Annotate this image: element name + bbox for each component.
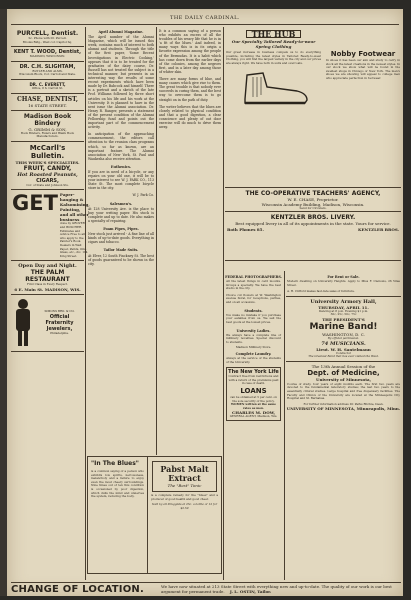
ad-text: UNIVERSITY OF MINNESOTA, Minneapolis, Minn. <box>286 406 401 412</box>
article-heading: April Alumni Magazine. <box>98 30 144 34</box>
ad-text: 6 E. Main St. MADISON, WIS. <box>14 286 81 292</box>
masthead-rule <box>11 24 399 25</box>
article-body: A. H. Clifford makes fast-rate sales of furniture. <box>287 289 355 294</box>
ad-text: THURSDAY, APRIL 11. <box>318 304 369 310</box>
article-body: At Elver, 12 South Pinckney St. The best of goods guaranteed to be shown in the city. <box>88 253 154 266</box>
ad-text: Cor. of State and Johnson Sts. <box>26 182 69 187</box>
article-body: It is a common saying of a person who exhibits an excess of all the troubles of his weary life that he is in 'a fit of the blues.' And indeed, in many ways this is in its origin a favorite expression among the people of the Bermudas. It is a habit which has come down from the earlier days of the colonies, among the negroes first, and in a later day among those of whiter skin. <box>159 29 221 74</box>
ad-text: Book Binders, Rulers and Blank Book Manufacturers. <box>20 130 75 139</box>
ad-text: First Class in Every Respect. <box>27 282 68 287</box>
palm-restaurant-ad <box>11 261 84 295</box>
ad-text: SIMONS BRO. & CO. <box>44 309 75 314</box>
ad-text: is a complete remedy for the "blues" and a producer of good health and good cheer. <box>151 493 218 501</box>
column-rule <box>223 27 224 580</box>
article-body: Modern dwelling on University Heights. Apply to Miss F. Clemons, 26 Vilas Street. <box>287 279 400 287</box>
ad-text: By official permission. <box>327 336 360 341</box>
ad-title: KENT T. WOOD, Dentist, <box>13 49 82 56</box>
masthead: THE DAILY CARDINAL. <box>169 15 240 21</box>
ad-title: THE CO-OPERATIVE TEACHERS' AGENCY, <box>245 189 381 197</box>
ad-text: Hot Roasted Peanuts, <box>17 171 78 178</box>
ad-text: 74 MUSICIANS. <box>321 340 366 347</box>
ad-title: The New York Life <box>228 369 279 376</box>
article-heading: Complete Laundry. <box>235 352 272 356</box>
ad-text: We have now situated at 213 State Street with everything new and up-to-date. The quality of our work is our best argument for permanent trade. <box>161 583 392 594</box>
column-7 <box>286 273 401 578</box>
ad-text: THE PRESIDENT'S <box>322 317 365 323</box>
article-body: All the latest things in card mounts. Groups a specialty. We have the best studio in the city. <box>226 279 281 291</box>
column-rule <box>85 27 86 580</box>
ad-text: Sc. Phone with Dr. Purcell. <box>28 36 67 40</box>
ad-title: THE PALM RESTAURANT <box>25 269 70 284</box>
ad-signature: J. L. OSTIN, Tailor. <box>229 588 272 594</box>
brand-tagline: The "Best" Tonic <box>167 483 202 488</box>
article-heading: University Ladies. <box>236 328 271 333</box>
ad-text: Dancing at 8 p.m. Evening $1 p.m. <box>318 308 369 313</box>
medicine-ad <box>286 361 401 412</box>
ad-text: FRUIT, CANDY, <box>23 164 72 172</box>
purcell-ad <box>11 28 84 47</box>
ad-text: Wisconsin Academy Building, Madison, Wisconsin. <box>261 201 365 207</box>
get-word: GET <box>12 191 58 216</box>
new-york-life-ad <box>226 367 281 421</box>
ad-text: University of Minnesota, <box>315 376 372 382</box>
ad-text: The Greatest Band that has ever visited the West. <box>308 354 379 359</box>
ad-text: CHARLES M. DOW, <box>232 410 275 416</box>
ad-title: University Armory Hall, <box>310 298 377 305</box>
ad-text: G. GRIMM & SON, <box>28 126 67 132</box>
ad-text: Both Phones 85. <box>227 226 264 232</box>
ad-title: "In The Blues" <box>91 460 139 467</box>
article-heading: Salesmen's. <box>109 201 133 206</box>
ad-text: Best equipped livery in all of its appointments in the state. Yours for service. <box>235 220 391 226</box>
change-of-location-ad <box>11 582 401 596</box>
painting-ad <box>11 190 90 261</box>
ad-text: Philadelphia. <box>50 330 69 335</box>
jewelers-ad <box>11 295 84 352</box>
column-1 <box>11 28 90 585</box>
article-body: Choice cut flowers at W. Washington avenue floral, for receptions, parties, and on all occasions. <box>226 292 281 305</box>
ad-text: Wisconsin Block, Cor. Carroll and State. <box>19 72 76 77</box>
section-rule <box>225 260 401 261</box>
article-heading: Foam Pipes, Pipes. <box>103 227 139 232</box>
ad-text: is a common saying of a person who exhibits low spirits, nervousness, melancholy and a failure to enjoy even the most cheery surroundings. Nine times out of ten this condition is occasioned by poor digestion, which dulls the mind and unnerves the system, reducing the body. <box>91 469 144 499</box>
article-body: New stock just arrived - A fine line of all kinds of up-to-date goods. Everything in cigars and tobacco. <box>88 232 154 245</box>
ad-text: Paper-hanging & Kalsomining, Painting, and all other business <box>59 192 90 223</box>
ad-title: CHANGE OF LOCATION. <box>11 584 144 595</box>
ad-title: DR. C.H. SLIGHTAM, <box>19 63 76 70</box>
shoe-illustration <box>237 69 311 107</box>
article-heading: Tailor Made Suits. <box>103 248 139 253</box>
article-body: You make no mistake if you purchase your eatables from us. We sell the best goods at the lowest prices. <box>226 312 281 324</box>
ad-text: done by GROVER and BOSCHER. Estimates and Advice Free to all who apply to the Painter's Book. Dealers in Wall Paper, Paints, Oils, Glass, etc., &c. 114 King Street. <box>59 221 88 258</box>
hub-logo: THE HUB <box>246 30 302 38</box>
marine-band-ad <box>286 296 401 359</box>
column-rule <box>156 27 157 455</box>
ad-text: Conductor <box>336 350 351 355</box>
column-6 <box>225 273 282 578</box>
ad-title: Official Fraternity Jewelers, <box>45 313 74 332</box>
ad-title: DR. C. EVERETT, <box>29 81 66 87</box>
ad-text: Contract free from restrictions and with a return of the premiums paid in case of death. <box>228 374 279 386</box>
article-body: The writer believes that the blues are closely related to physical condition and that a good digestion, a clear conscience and plenty of out door exercise will do much to drive them away. <box>159 104 221 130</box>
ad-text: THIS WEEK'S SPECIALTIES. <box>15 159 80 165</box>
ad-title: KENTZLER BROS. LIVERY. <box>270 213 356 221</box>
ad-title: Madison Book Bindery <box>23 112 72 127</box>
column-2 <box>87 28 155 452</box>
ad-text: KENTZLER BROS. <box>358 226 399 232</box>
article-body: If you are in need of a bicycle, or any repairs on your old one, it will be to your interest to see W. J. PARK CO., 113 State St. The most complete bicycle store in the city. <box>88 170 154 191</box>
ad-text: Course of study, four years of eight months each. The first two years are devoted to the fundamental laboratory studies; the last two years to the essentially clinical studies. Large hospital and free dispensary facilities. The Faculty and Clinics of the University are located at the Minneapolis City Hospital and St. Barnabas. <box>287 381 400 401</box>
article-body: The April number of the Alumni Magazine, which will be issued this week, contains much of interest to both alumni and students. Through the title of the first paper, 'Some Recent Investigations in Electric Cooking,' appears that it is to be treated for the graduates of the dairy course, Dr. Russell has not treated the subject in a technical manner, but presents in an interesting way the results of some recent experiments which have been made by Dr. Babcock and himself. There is a portrait and a sketch of the late Prof. Williams followed by three short articles on his life and his work at the University. It is planned to have in the next issue the Alumni association. Dr. Henry R. Ranger, presents a statement of the present condition of the Alumni Fellowship fund and points out the important part of the commencement activity. <box>88 35 154 130</box>
slightam-ad <box>11 62 84 80</box>
ad-title: LOANS <box>240 387 267 396</box>
ad-text: WASHINGTON, D. C. <box>322 332 365 338</box>
article-signature: Madison Millinery Store. <box>235 345 272 350</box>
agency-ad <box>225 187 401 233</box>
hub-text: Our great increase in business compels us to do everything possible, including the latest styles in Tailored Ready-to-wear Clothing, you will find the largest variety in the city and our prices are always right. We have both in suits and overcoats. <box>226 50 321 65</box>
ad-title: McCarll's Bulletin. <box>29 143 66 160</box>
ad-title: Marine Band! <box>309 322 378 333</box>
article-body: At 128 University Ave. is the place to buy your writing paper. His stock is complete and up to date. He also makes a specialty of repairing. <box>88 206 154 223</box>
ad-text: can be obtained at 5 per cent. on the sole security of the policy. <box>230 395 277 403</box>
newspaper-page <box>7 9 403 596</box>
ad-text: Brooks Bldg., West cor. Capitol Sq. <box>22 39 73 44</box>
article-body: There are many forms of blue, and many causes which give rise to them. The great trouble is that nobody ever succeeds in curing them, and the best way to overcome them is to go straight on in the path of duty. <box>159 77 221 102</box>
ad-text: Send for Circulars. <box>299 205 327 210</box>
ad-text: 16 STATE STREET. <box>28 102 67 108</box>
column-rule <box>284 271 285 580</box>
ad-text: BUTLER AND ALMS. <box>32 68 63 73</box>
ad-title: Open Day and Night. <box>18 263 77 270</box>
article-heading: Euthenics. <box>110 164 132 169</box>
hub-tagline: Our Specialty Tailored Ready-to-wear Spring Clothing <box>231 39 316 50</box>
book-bindery-ad <box>11 111 84 142</box>
article-body: In anticipation of the approaching commencement, the editors call attention to the reunion class programs which, so far as known, are an important feature. The Alumni association of New York, St. Paul and Waukesha also receive attention. <box>88 132 154 161</box>
page-spine <box>0 9 7 596</box>
ad-text: Sold by all Druggists at 25c. a bottle or 12 for $2.50 <box>151 502 218 510</box>
everett-ad <box>11 80 84 94</box>
ad-text: MADISON, WISCONSIN. <box>29 54 66 59</box>
ad-title: PURCELL, Dentist. <box>16 30 79 37</box>
chase-dentist-ad <box>11 94 84 111</box>
article-signature: W. J. Park Co. <box>132 193 154 198</box>
ad-text: The 13th Annual Session of the <box>311 363 376 369</box>
ad-text: Lieut. W. H. Santelmann <box>316 346 371 352</box>
ad-text: For further information address Dr. Parks Ritchie, Dean. <box>303 401 384 406</box>
nobby-text: In shoes it has been our aim and study to carry in stock all the latest creations in the newest styles. In our stock we show what will be found in the swellest shops in Chicago or New York. The men's shoes we are showing will appeal to college men who appreciate perfection in footwear. <box>326 58 400 80</box>
article-heading: FEDERAL PHOTOGRAPHERS. <box>225 275 282 279</box>
ad-text: WOMEN written at the same rates as men. <box>231 402 276 410</box>
mccarl-ad <box>11 142 84 191</box>
article-body: Always at the service of the students of the University. <box>226 356 281 364</box>
ad-text: Office, 8 S. Carroll St. <box>31 85 64 90</box>
kent-wood-ad <box>11 47 84 62</box>
column-3 <box>158 28 222 452</box>
ad-text: CIGARS, <box>36 177 59 184</box>
nobby-title: Nobby Footwear <box>330 50 396 58</box>
pabst-malt-ad <box>87 456 222 574</box>
ad-title: CHASE, DENTIST, <box>17 95 78 103</box>
article-body: We always have a complete line of millinery novelties. Special discount to students. <box>226 332 281 344</box>
man-illustration <box>12 297 34 349</box>
ad-text: W. E. CHASE, Proprietor. <box>287 196 339 202</box>
ad-text: GENERAL AGENT, Madison, Wis. <box>229 414 278 419</box>
article-heading: For Rent or Sale. <box>327 275 360 279</box>
ad-title: Dept. of Medicine, <box>307 368 380 377</box>
brand-name: Pabst Malt Extract <box>160 464 209 483</box>
ad-text: 30c, 25c, 50c, 75c <box>330 312 357 317</box>
article-heading: Students. <box>244 308 263 313</box>
